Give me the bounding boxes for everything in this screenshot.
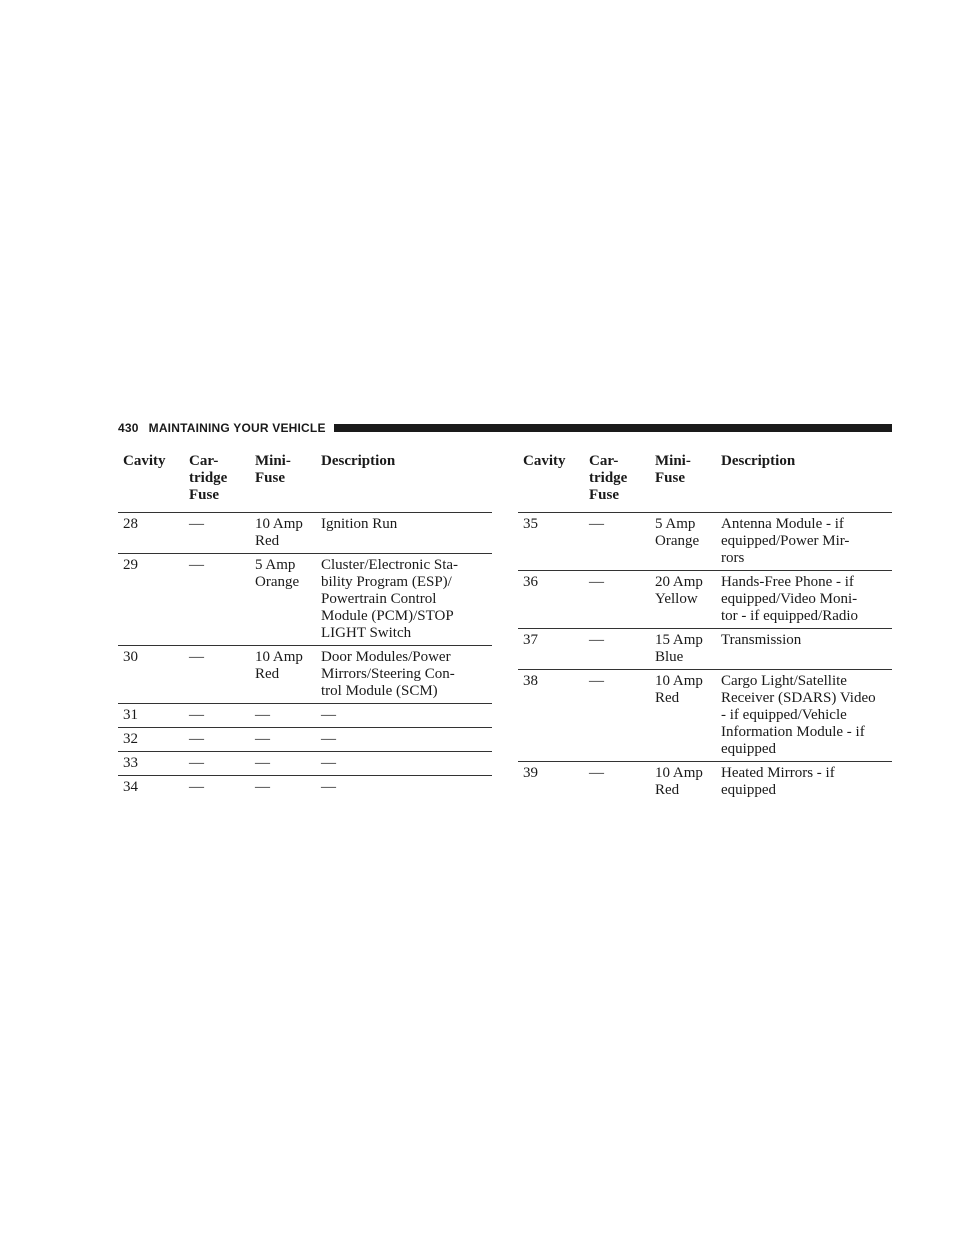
- table-row: [118, 776, 492, 800]
- cell-cartridge-fuse: —: [584, 670, 650, 762]
- cell-mini-fuse: 5 Amp Orange: [250, 554, 316, 646]
- cell-cavity: 35: [518, 513, 584, 571]
- col-header-mini-fuse: Mini- Fuse: [250, 448, 316, 513]
- cell-description: Door Modules/Power Mirrors/Steering Con- trol Module (SCM): [316, 646, 492, 704]
- table-row: [118, 513, 492, 554]
- cell-cavity: 37: [518, 629, 584, 670]
- cell-mini-fuse: 10 Amp Red: [250, 513, 316, 554]
- cell-description: —: [321, 779, 336, 795]
- cell-mini-fuse: —: [250, 728, 316, 752]
- table-row: [118, 646, 492, 704]
- cell-mini-fuse: —: [255, 779, 270, 795]
- table-row: [518, 670, 892, 762]
- page-number: 430: [118, 421, 139, 435]
- header-rule-bar: [334, 424, 892, 432]
- cell-description: Antenna Module - if equipped/Power Mir- rors: [716, 513, 892, 571]
- table-header-row: [518, 448, 892, 513]
- cell-cartridge-fuse: —: [184, 554, 250, 646]
- cell-mini-fuse: 10 Amp Red: [655, 765, 703, 798]
- col-header-cavity: Cavity: [518, 448, 584, 513]
- cell-mini-fuse: —: [250, 704, 316, 728]
- cell-cartridge-fuse: —: [184, 646, 250, 704]
- table-row: [518, 629, 892, 670]
- cell-cavity: 29: [118, 554, 184, 646]
- cell-description: Cargo Light/Satellite Receiver (SDARS) Video - if equipped/Vehicle Information Module - if equipped: [716, 670, 892, 762]
- cell-cartridge-fuse: —: [584, 513, 650, 571]
- fuse-table-right: [518, 448, 892, 802]
- cell-cartridge-fuse: —: [184, 704, 250, 728]
- cell-description: Hands-Free Phone - if equipped/Video Moni- tor - if equipped/Radio: [716, 571, 892, 629]
- table-row: [518, 571, 892, 629]
- cell-cavity: 32: [118, 728, 184, 752]
- col-header-cartridge-fuse: Car- tridge Fuse: [184, 448, 250, 513]
- col-header-description: Description: [716, 448, 892, 513]
- cell-cartridge-fuse: —: [184, 513, 250, 554]
- cell-cartridge-fuse: —: [184, 752, 250, 776]
- table-row: [118, 704, 492, 728]
- cell-cavity: 31: [118, 704, 184, 728]
- page-header: [118, 420, 892, 436]
- table-header-row: [118, 448, 492, 513]
- table-row: [518, 762, 892, 803]
- table-row: [118, 728, 492, 752]
- table-row: [118, 752, 492, 776]
- cell-mini-fuse: 5 Amp Orange: [650, 513, 716, 571]
- fuse-table-left: [118, 448, 492, 799]
- cell-cartridge-fuse: —: [584, 629, 650, 670]
- cell-cartridge-fuse: —: [589, 765, 604, 781]
- cell-mini-fuse: 10 Amp Red: [250, 646, 316, 704]
- cell-mini-fuse: 20 Amp Yellow: [650, 571, 716, 629]
- cell-cavity: 33: [118, 752, 184, 776]
- cell-cavity: 36: [518, 571, 584, 629]
- cell-mini-fuse: 15 Amp Blue: [650, 629, 716, 670]
- cell-cartridge-fuse: —: [584, 571, 650, 629]
- table-row: [118, 554, 492, 646]
- cell-description: —: [316, 752, 492, 776]
- cell-description: Transmission: [716, 629, 892, 670]
- cell-mini-fuse: 10 Amp Red: [650, 670, 716, 762]
- cell-cavity: 39: [523, 765, 538, 781]
- cell-cavity: 28: [118, 513, 184, 554]
- cell-description: Heated Mirrors - if equipped: [721, 765, 835, 798]
- section-title: MAINTAINING YOUR VEHICLE: [148, 421, 326, 435]
- col-header-cartridge-fuse: Car- tridge Fuse: [584, 448, 650, 513]
- cell-mini-fuse: —: [250, 752, 316, 776]
- col-header-cavity: Cavity: [118, 448, 184, 513]
- col-header-description: Description: [316, 448, 492, 513]
- cell-cavity: 30: [118, 646, 184, 704]
- cell-description: —: [316, 728, 492, 752]
- cell-description: Cluster/Electronic Sta- bility Program (ESP)/ Powertrain Control Module (PCM)/STOP LIGHT Switch: [316, 554, 492, 646]
- cell-cartridge-fuse: —: [184, 728, 250, 752]
- col-header-mini-fuse: Mini- Fuse: [650, 448, 716, 513]
- cell-cavity: 38: [518, 670, 584, 762]
- cell-description: —: [316, 704, 492, 728]
- cell-description: Ignition Run: [316, 513, 492, 554]
- table-row: [518, 513, 892, 571]
- cell-cavity: 34: [123, 779, 138, 795]
- cell-cartridge-fuse: —: [189, 779, 204, 795]
